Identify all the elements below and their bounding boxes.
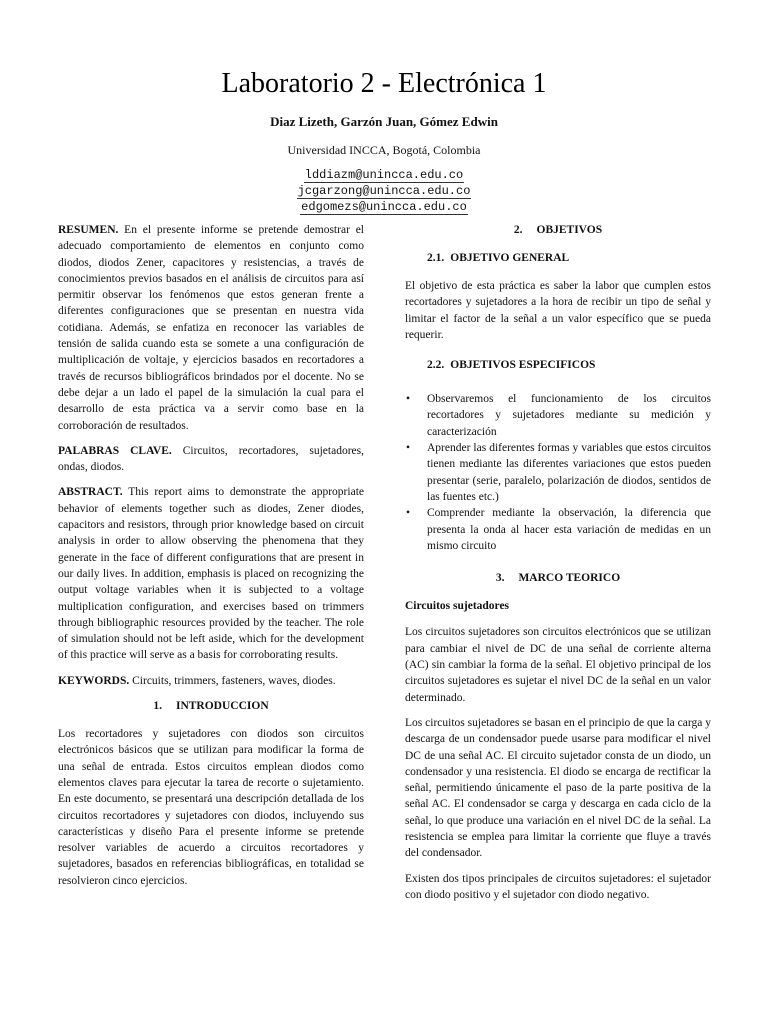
palabras-clave-text: Circuitos, recortadores, sujetadores, ondas, diodos.	[58, 444, 364, 474]
palabras-clave-paragraph	[58, 443, 364, 476]
marco-paragraph: Los circuitos sujetadores se basan en el principio de que la carga y descarga de un condensador puede usarse para modificar el nivel DC de una señal AC. El circuito sujetador consta de un diodo, un condensador y una resistencia. El diodo se encarga de rectificar la señal, permitiendo únicamente el paso de la parte positiva de la señal AC. El condensador se carga y descarga en cada ciclo de la señal, lo que produce una variación en el nivel DC de la señal. La resistencia se emplea para limitar la corriente que fluye a través del condensador.	[405, 716, 711, 860]
left-column	[58, 222, 364, 898]
section-title: OBJETIVOS	[536, 224, 603, 236]
abstract-paragraph	[58, 484, 364, 663]
objetivos-list	[405, 391, 711, 554]
paper-title: Laboratorio 2 - Electrónica 1	[221, 68, 547, 99]
abstract-text: This report aims to demonstrate the appropriate behavior of elements together such as diodes, Zener diodes, capacitors and resistors, through prior knowledge based on circuit analysis in order to allow observing the phenomena that they generate in the face of different configurations that are present in our daily lives. In addition, emphasis is placed on recognizing the output voltage variables when it is subjected to a voltage multiplication configuration, and exercises based on trimmers through bibliographic resources provided by the teacher. The role of simulation should not be left aside, which for the development of this practice will serve as a basis for corroborating results.	[58, 486, 364, 662]
resumen-label: RESUMEN.	[58, 224, 119, 236]
subsection-title: OBJETIVO GENERAL	[450, 252, 570, 264]
intro-paragraph: Los recortadores y sujetadores con diodos son circuitos electrónicos básicos que se utilizan para modificar la forma de una señal de entrada. Estos circuitos emplean diodos como elementos claves para ejecutar la tarea de recorte o sujetamiento. En este documento, se presentará una descripción detallada de los circuitos recortadores y sujetadores con diodos, incluyendo sus características y diseño Para el presente informe se pretende resolver variables de acuerdo a circuitos recortadores y sujetadores, basados en referencias bibliográficas, en totalidad se resolvieron cinco ejercicios.	[58, 728, 364, 887]
section-number: 1.	[153, 700, 162, 713]
palabras-clave-label: PALABRAS CLAVE.	[58, 444, 172, 457]
marco-paragraph: Los circuitos sujetadores son circuitos electrónicos que se utilizan para cambiar el nivel de DC de una señal de corriente alterna (AC) sin cambiar la forma de la señal. El objetivo principal de los circuitos sujetadores es sujetar el nivel DC de la señal en un valor determinado.	[405, 626, 711, 704]
email-link[interactable]: lddiazm@unincca.edu.co	[304, 168, 464, 182]
subsection-heading-objetivo-general	[405, 250, 711, 266]
resumen-text: En el presente informe se pretende demostrar el adecuado comportamiento de elementos en conjunto como diodos, diodos Zener, capacitores y resistencias, a través de conocimientos previos basados en el análisis de circuitos para así permitir observar los fenómenos que estos generan frente a diferentes configuraciones que se presentan en nuestra vida cotidiana. Además, se enfatiza en reconocer las variables de tensión de salida cuando esta se somete a una configuración de multiplicación de voltaje, y ejercicios basados en recortadores a través de recursos bibliográficos brindados por el docente. No se debe dejar a un lado el papel de la simulación la cual para el desarrollo de esta práctica va a servir como base en la corroboración de resultados.	[58, 224, 364, 432]
list-item: • Comprender mediante la observación, la diferencia que presenta la onda al hacer esta variación de medidas en un mismo circuito	[405, 505, 711, 554]
marco-paragraph: Existen dos tipos principales de circuitos sujetadores: el sujetador con diodo positivo y el sujetador con diodo negativo.	[405, 872, 711, 901]
circuitos-sujetadores-heading: Circuitos sujetadores	[405, 600, 510, 613]
subsection-heading-objetivos-especificos	[405, 357, 711, 373]
subsection-number: 2.1.	[427, 252, 445, 264]
authors-line: Diaz Lizeth, Garzón Juan, Gómez Edwin	[270, 114, 498, 129]
section-heading-objetivos	[405, 222, 711, 238]
section-title: INTRODUCCION	[175, 700, 269, 713]
subsection-title: OBJETIVOS ESPECIFICOS	[450, 359, 596, 372]
keywords-paragraph	[58, 673, 364, 689]
section-heading-introduccion	[58, 698, 364, 714]
section-title: MARCO TEORICO	[518, 572, 621, 585]
resumen-paragraph	[58, 222, 364, 434]
keywords-label: KEYWORDS.	[58, 674, 130, 687]
email-link[interactable]: edgomezs@unincca.edu.co	[301, 200, 467, 214]
keywords-text: Circuits, trimmers, fasteners, waves, diodes.	[129, 674, 336, 687]
email-list	[0, 167, 768, 215]
section-heading-marco-teorico	[405, 570, 711, 586]
email-link[interactable]: jcgarzong@unincca.edu.co	[297, 184, 471, 198]
affiliation-line: Universidad INCCA, Bogotá, Colombia	[287, 143, 481, 157]
list-item: • Observaremos el funcionamiento de los circuitos recortadores y sujetadores mediante su medición y caracterización	[405, 391, 711, 440]
right-column	[405, 222, 711, 912]
section-number: 2.	[513, 224, 523, 236]
subsection-number: 2.2.	[427, 359, 445, 372]
list-item: • Aprender las diferentes formas y variables que estos circuitos tienen mediante las diferentes variaciones que estos pueden presentar (serie, paralelo, polarización de diodos, sentidos de las fuentes etc.)	[405, 440, 711, 505]
section-number: 3.	[495, 572, 505, 585]
objetivo-general-paragraph: El objetivo de esta práctica es saber la labor que cumplen estos recortadores y sujetadores a la hora de recibir un tipo de señal y limitar el factor de la señal a un valor específico que se pueda requerir.	[405, 280, 711, 341]
abstract-label: ABSTRACT.	[58, 486, 123, 499]
